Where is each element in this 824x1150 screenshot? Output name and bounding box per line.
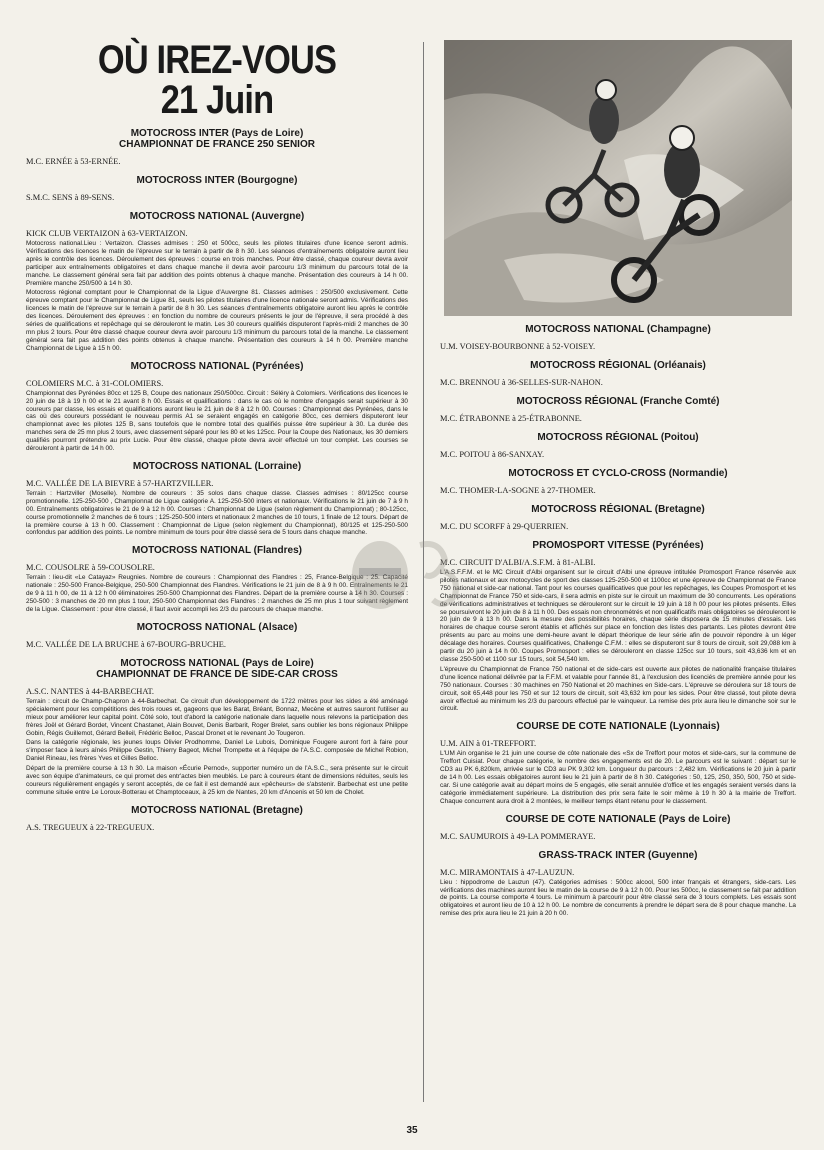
- event-heading: MOTOCROSS RÉGIONAL (Poitou): [537, 432, 699, 443]
- event-body: Motocross national.Lieu : Vertaizon. Classes admises : 250 et 500cc, seuls les pilotes titulaires d'une licence seront admis. Vérifications des licences le matin de l'épreuve sur le terrain à partir de 8 h 30. Les séances d'entraînements obligatoire auront lieu après le contrôle des licences. Déroulement des épreuves : course en trois manches. Pour être classé, chaque coureur devra avoir participer aux entraînements obligatoires et dans chaque manche il devra avoir parcouru 1/3 minimum du parcours total de la manche. Le classement général sera fait par addition des points obtenus à chaque manche. Présentation des coureurs à 14 h 00. Première manche 250/500 à 14 h 30.: [26, 240, 408, 287]
- event-body: Terrain : Hartzviller (Moselle). Nombre de coureurs : 35 solos dans chaque classe. Classes admises : 80/125cc course promotionnelle. 125-250-500 , Championnat de Ligue catégorie A. 125-250-500 inters et nationaux. Vérifications le 21 juin de 7 à 9 h 00. Entraînements obligatoires le 21 de 9 à 12 h 00. Courses : Championnat de Ligue (selon règlement du Championnat) ; 80-125cc, course promotionnelle 2 manches de 6 tours ; 125-250-500 inters et nationaux 2 manches de 10 tours, 1 finale de 12 tours. Départ de la première course à 13 h 00. Classement : Championnat de Ligue (selon règlement du Championnat), 80/125 et 125-250-500 confondus par addition des points. Le nombre minimum de tours pour être classé sera de 5 tours dans chaque manche.: [26, 489, 408, 537]
- event-club: A.S.C. NANTES à 44-BARBECHAT.: [26, 686, 155, 696]
- event-heading: GRASS-TRACK INTER (Guyenne): [538, 849, 698, 861]
- event-body: Terrain : circuit de Champ-Chapron à 44-Barbechat. Ce circuit d'un développement de 1722 mètres pour les sides a été aménagé spécialement pour les compétitions des trois roues et, gageons que les Barat, Bréant, Bonnaz, Mecène et autres sauront l'utiliser au mieux pour améliorer leur capital point. Côté solo, tout d'abord la catégorie nationale dans laquelle nous relevons la participation des frères Joël et Gérard Bordet, Vincent Chastanet, Alain Bouvet, Denis Barbarit, Roger Brelet, sans oublier les bons régionaux Philippe Gobin, Régis Guillemot, Gérard Belleil, Frédéric Belloc, Pascal Dronet et le revenant Jo Tougeron.: [26, 697, 408, 737]
- event-querrien: [440, 504, 796, 532]
- event-body: Motocross régional comptant pour le Championnat de la Ligue d'Auvergne 81. Classes admises : 250/500 exclusivement. Cette épreuve comptant pour le Championnat de Ligue 81, seuls les pilotes titulaires d'une licence nationale seront admis. Vérifications des licences le matin de l'épreuve sur le terrain à partir de 8 h 30. Les séances d'entraînements obligatoire auront lieu après le contrôle des licences. Déroulement des épreuves : en fonction du nombre de coureurs présents le jour de l'épreuve, il sera procédé à des séries de qualifications et repêchage qui se dérouleront le matin. Les 30 coureurs qualifiés disputeront l'après-midi 2 manches de 30 mn plus 2 tours. Pour être classé chaque coureur devra avoir parcouru 1/3 minimum du parcours total de la manche. Le classement général sera fait pas addition des points obtenus à chaque manche. Présentation des coureurs à 14 h 00. Première manche Championnat de Ligue à 15 h 00.: [26, 289, 408, 352]
- event-heading: MOTOCROSS RÉGIONAL (Orléanais): [530, 360, 706, 371]
- event-club: COLOMIERS M.C. à 31-COLOMIERS.: [26, 378, 164, 388]
- event-body: Dans la catégorie régionale, les jeunes loups Olivier Prodhomme, Daniel Le Lubois, Dominique Fougere auront fort à faire pour s'imposer face à leurs aînés Philippe Gestin, Thierry Bageot, Michel Trompette et à l'équipe de l'A.S.C. composée de Michel Robion, Daniel Rineau, les frères Yves et Gilles Belloc.: [26, 739, 408, 763]
- event-body: Championnat des Pyrénées 80cc et 125 B, Coupe des nationaux 250/500cc. Circuit : Séléry à Colomiers. Vérifications des licences le 20 juin de 18 à 19 h 00 et le 21 avant 8 h 00. Essais et qualifications : dans le cas où le nombre d'engagés serait supérieur à 30 coureurs par classe, les essais et qualifications auront lieu le 21 juin de 8 à 12 h 00. Courses : Championnat des Pyrénées, dans le cas où des coureurs possédant le nouveau permis A1 se seraient engagés en catégorie 80cc, ces derniers disputeront leur championnat avec les pilotes 125 B, sans toutefois que le nombre total des qualifiés puisse être supérieur à 30. La durée des manches sera de 25 mn plus 2 tours, avec classement séparé pour les 80 et les 125cc. Pour la Coupe des Nationaux, les 30 derniers qualifiés pourront prétendre au prix Lucie. Pour être classé, chaque pilote devra avoir effectué un tour complet. Les courses se dérouleront à partir de 14 h 00.: [26, 389, 408, 453]
- event-etrabonne: [440, 396, 796, 424]
- event-club: M.C. DU SCORFF à 29-QUERRIEN.: [440, 522, 569, 531]
- event-club: KICK CLUB VERTAIZON à 63-VERTAIZON.: [26, 229, 188, 238]
- page-date: 21 Juin: [160, 78, 274, 122]
- event-heading: MOTOCROSS NATIONAL (Champagne): [525, 324, 711, 335]
- event-heading: MOTOCROSS NATIONAL (Bretagne): [131, 804, 303, 816]
- event-bourg-bruche: [26, 622, 408, 650]
- event-heading: MOTOCROSS NATIONAL (Lorraine): [132, 460, 302, 472]
- event-club: M.C. POITOU à 86-SANXAY.: [440, 450, 545, 459]
- watermark-logo: [345, 530, 475, 620]
- event-heading: MOTOCROSS RÉGIONAL (Bretagne): [531, 504, 705, 515]
- event-albi: [440, 540, 796, 713]
- event-body: L'UM Ain organise le 21 juin une course de côte nationale des «Sx de Treffort pour motos et side-cars, sur la commune de Treffort Cuisiat. Pour chaque catégorie, le nombre des engagements est de 20. Le parcours est le suivant : départ sur le CD3 au PK 6,820km, arrivée sur le CD3 au PK 9,302 km. Longueur du parcours : 2,482 km. Vérifications le 20 juin à partir de 14 h 00. Les essais obligatoires auront lieu le 21 juin à partir de 8 h 30. Catégories : 50, 125, 250, 350, 500, 750 et side-car. Si une catégorie avait au départ moins de 5 engagés, elle serait annulée d'office et les engagés seraient versés dans la catégorie immédiatement supérieure. La distribution des prix sera faite le soir même à 19 h 30 à la mairie de Treffort. Chaque concurrent aura droit à 2 montées, le meilleur temps étant retenu pour le classement.: [440, 750, 796, 805]
- right-column: [440, 40, 796, 924]
- event-voisey: [440, 324, 796, 352]
- event-body: L'A.S.F.F.M. et le MC Circuit d'Albi organisent sur le circuit d'Albi une épreuve intitulée Promosport France réservée aux pilotes nationaux et aux motocycles de sport des classes 125-250-500 et 1100cc et une épreuve de Championnat de France 750 national et side-car national. Tant pour les courses qualificatives que pour les repêchages, les Coupes Promosport et les Championnat de France 750 et side-cars, il sera admis en piste sur le circuit un maximum de 30 concurrents. Les opérations de vérifications administratives et techniques se dérouleront sur le circuit le 19 juin à 18 h 00 pour les pilotes présents. Elles se poursuivront le 20 juin de 8 à 11 h 00. Des essais non chronométrés et non qualificatifs mais obligatoires se dérouleront le 20 juin de 9 à 13 h 00. Dans la mesure des possibilités horaires, chaque série disposera de 15 minutes d'essais. Les horaires de chaque course seront établis et affichés sur place en fonction des listes des partants. Les pilotes devront être présents au parc au moins une demi-heure avant le départ théorique de leur série afin de pouvoir répondre à un léger décalage des horaires. Courses qualificatives, Challenge C.F.M. : elles se disputeront sur 8 tours de circuit, soit 29,088 km à partir du 20 juin à 14 h 00. Coupes Promosport : elles se dérouleront en classe 125cc sur 10 tours, soit 43,636 km et en classe 250-500 et 1100 sur 15 tours, soit 54,540 km.: [440, 569, 796, 663]
- page-title: OÙ IREZ-VOUS: [97, 38, 337, 82]
- event-club: M.C. MIRAMONTAIS à 47-LAUZUN.: [440, 867, 575, 877]
- page-number: 35: [406, 1125, 418, 1136]
- event-pommeraye: [440, 814, 796, 842]
- event-body: Terrain : lieu-dit «Le Catayaz» Reugnies. Nombre de coureurs : Championnat des Flandres : 25, France-Belgique : 25. Capacité nationale : 250-500 France-Belgique, 250-500 Championnat des Flandres. Vérifications le 21 juin de 8 à 9 h 00. Entraînements le 21 de 9 à 11 h 00, de 11 à 12 h 00 éliminatoires 250-500 Championnat des Flandres. Départ de la première course à 14 h 30. Courses : 250-500 : 3 manches de 20 mn plus 1 tour, 250-500 Championnat des Flandres : 2 manches de 25 mn plus 1 tour suivant règlement de la Ligue. Classement : pour être classé, il faut avoir accompli les 2/3 du parcours de chaque manche.: [26, 574, 408, 613]
- event-club: M.C. ERNÉE à 53-ERNÉE.: [26, 157, 121, 166]
- event-club: M.C. SAUMUROIS à 49-LA POMMERAYE.: [440, 831, 596, 841]
- event-colomiers: [26, 361, 408, 453]
- event-body: Lieu : hippodrome de Lauzun (47). Catégories admises : 500cc alcool, 500 inter français et étrangers, side-cars. Les vérifications des machines auront lieu le matin de la course de 9 à 12 h 00. Pour les 500cc, le classement se fait par addition de points. La course comporte 4 tours. Le minimum à parcourir pour être classé sera de 3 tours complets. Les essais sont obligatoires et auront lieu de 10 à 12 h 00. Le nombre de concurrents à prendre le départ sera de 8 pour chaque manche. La remise des prix aura lieu le 21 juin à 20 h 00.: [440, 878, 796, 918]
- event-sens: [26, 175, 408, 203]
- event-ernee: [26, 128, 408, 167]
- left-column: [26, 40, 408, 839]
- event-club: M.C. COUSOLRE à 59-COUSOLRE.: [26, 563, 155, 573]
- event-heading: COURSE DE COTE NATIONALE (Pays de Loire): [505, 813, 731, 825]
- event-club: M.C. BRENNOU à 36-SELLES-SUR-NAHON.: [440, 378, 603, 387]
- event-body: L'épreuve du Championnat de France 750 national et de side-cars est ouverte aux pilotes de nationalité française titulaires d'une licence national délivrée par la F.F.M. et valable pour l'année 81, à l'exclusion des licenciés de première année pour les 750 nationaux. Courses : 30 machines en 750 National et 20 machines en Side-cars. L'épreuve se déroulera sur 18 tours de circuit, soit 65,448 pour les 750 et sur 12 tours de circuit, soit 43,632 km pour les sides. Pour être classé, tout pilote devra avoir effectué au minimum les 2/3 du parcours effectué par le vainqueur. La remise des prix aura lieu le dimanche soir sur le circuit.: [440, 665, 796, 713]
- motocross-photo: [444, 40, 792, 316]
- event-heading: MOTOCROSS INTER (Bourgogne): [136, 175, 298, 186]
- event-tregueux: [26, 805, 408, 833]
- event-heading: MOTOCROSS NATIONAL (Pyrénées): [130, 360, 304, 372]
- event-vertaizon: [26, 211, 408, 353]
- event-body: Départ de la première course à 13 h 30. La maison «Écurie Pernod», supporter numéro un de l'A.S.C., sera présente sur le circuit avec son équipe d'animateurs, ce qui promet des entr'actes bien meublés. Le parc à coureurs étant de dimensions réduites, seuls les coureurs régulièrement engagés y seront acceptés, de ce fait il est demandé aux «pêcheurs» de s'abstenir. Barbechat est une petite commune située entre Le Loroux-Botterau et Champtoceaux, à 25 km de Nantes, 20 km d'Ancenis et 50 km de Cholet.: [26, 765, 408, 796]
- event-thomer: [440, 468, 796, 496]
- event-heading: PROMOSPORT VITESSE (Pyrénées): [532, 540, 704, 551]
- event-heading: MOTOCROSS NATIONAL (Auvergne): [129, 211, 305, 222]
- event-club: A.S. TREGUEUX à 22-TREGUEUX.: [26, 822, 155, 832]
- event-club: M.C. VALLÉE DE LA BRUCHE à 67-BOURG-BRUCHE.: [26, 639, 226, 649]
- event-club: M.C. THOMER-LA-SOGNE à 27-THOMER.: [440, 486, 596, 495]
- event-club: U.M. VOISEY-BOURBONNE à 52-VOISEY.: [440, 342, 596, 351]
- event-treffort: [440, 721, 796, 805]
- event-club: M.C. CIRCUIT D'ALBI/A.S.F.M. à 81-ALBI.: [440, 558, 596, 567]
- event-hartzviller: [26, 461, 408, 537]
- event-heading: MOTOCROSS NATIONAL (Alsace): [136, 621, 298, 633]
- motocross-riders-image: [444, 40, 792, 316]
- event-heading: MOTOCROSS NATIONAL (Flandres): [131, 545, 302, 557]
- event-barbechat: [26, 658, 408, 797]
- event-heading: MOTOCROSS NATIONAL (Pays de Loire) CHAMPIONNAT DE FRANCE DE SIDE-CAR CROSS: [96, 657, 338, 680]
- event-heading: MOTOCROSS ET CYCLO-CROSS (Normandie): [508, 468, 728, 479]
- event-club: S.M.C. SENS à 89-SENS.: [26, 193, 115, 202]
- event-lauzun: [440, 850, 796, 919]
- event-sanxay: [440, 432, 796, 460]
- event-heading: MOTOCROSS RÉGIONAL (Franche Comté): [516, 396, 720, 407]
- event-club: U.M. AIN à 01-TREFFORT.: [440, 739, 537, 749]
- event-club: M.C. ÉTRABONNE à 25-ÉTRABONNE.: [440, 414, 582, 423]
- event-heading: COURSE DE COTE NATIONALE (Lyonnais): [516, 721, 720, 733]
- event-heading: MOTOCROSS INTER (Pays de Loire) CHAMPIONNAT DE FRANCE 250 SENIOR: [119, 128, 315, 150]
- event-selles: [440, 360, 796, 388]
- event-club: M.C. VALLÉE DE LA BIEVRE à 57-HARTZVILLER.: [26, 478, 214, 488]
